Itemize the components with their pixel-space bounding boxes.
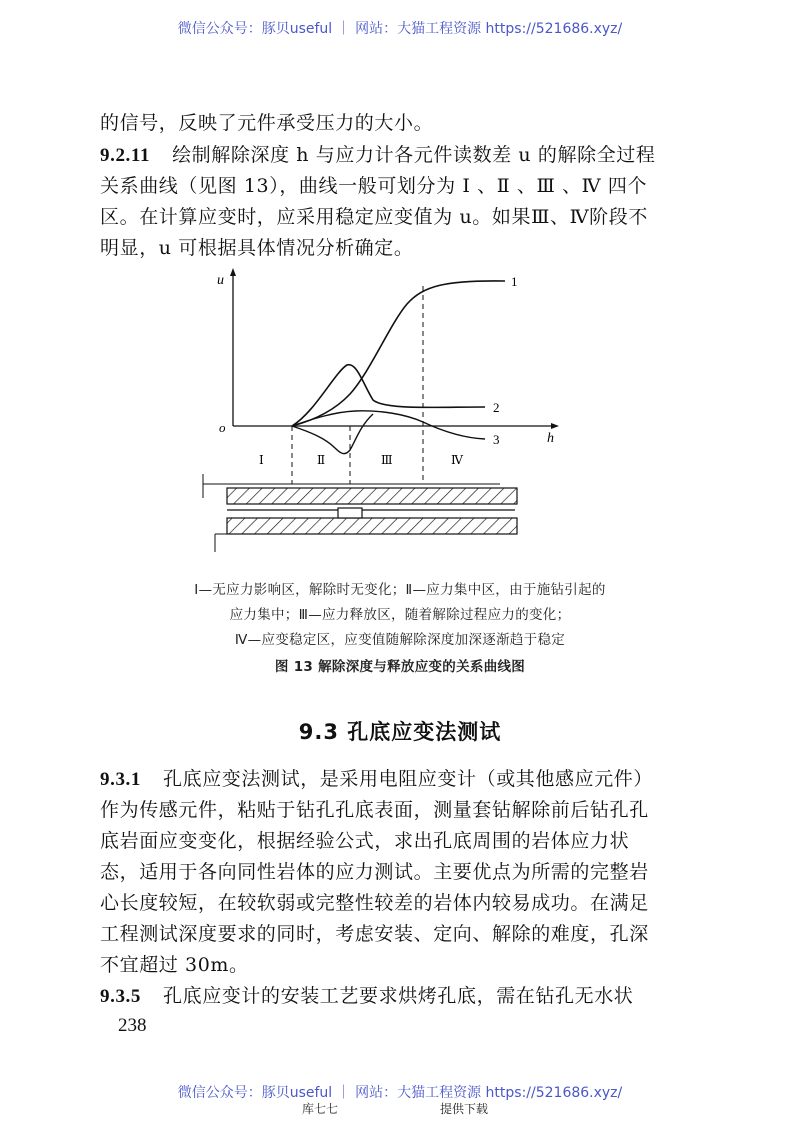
origin-label: o [219,420,226,435]
curve-1-label: 1 [511,274,518,289]
paragraph-line: 底岩面应变变化，根据经验公式，求出孔底周围的岩体应力状 [100,830,630,852]
paragraph-line [100,981,633,1008]
footer-watermark: 微信公众号：豚贝useful ｜ 网站：大猫工程资源 https://521686.xyz/ [177,1085,623,1101]
borehole-upper-wall [227,488,517,504]
paragraph-line: 不宜超过 30m。 [100,954,249,976]
paragraph-line: 态，适用于各向同性岩体的应力测试。主要优点为所需的完整岩 [100,861,649,883]
paragraph-line [100,764,653,791]
paragraph-text: 孔底应变法测试，是采用电阻应变计（或其他感应元件） [163,768,654,790]
paragraph-text: 绘制解除深度 h 与应力计各元件读数差 u 的解除全过程 [172,144,656,166]
curve-3-label: 3 [493,432,500,447]
clause-number: 9.2.11 [100,145,151,166]
section-title: 9.3 孔底应变法测试 [298,720,502,744]
y-axis-label: u [217,273,224,288]
paragraph-line: 的信号，反映了元件承受压力的大小。 [100,112,434,134]
figure-legend-line: Ⅳ—应变稳定区，应变值随解除深度加深逐渐趋于稳定 [234,632,566,648]
relief-curve-figure [195,262,575,562]
page-number: 238 [118,1015,147,1036]
footer-left-text: 库七七 [302,1102,339,1116]
x-axis-label: h [547,431,554,446]
footer-right-text: 提供下载 [440,1102,489,1116]
paragraph-line [100,140,656,167]
figure-caption: 图 13 解除深度与释放应变的关系曲线图 [274,659,526,675]
figure-legend-line: 应力集中；Ⅲ—应力释放区，随着解除过程应力的变化； [229,607,571,623]
paragraph-line: 作为传感元件，粘贴于钻孔孔底表面，测量套钻解除前后钻孔孔 [100,799,649,821]
zone-label: Ⅱ [317,453,326,467]
curve-dip [292,414,373,454]
header-watermark: 微信公众号：豚贝useful ｜ 网站：大猫工程资源 https://521686.xyz/ [177,21,623,37]
curve-1 [292,281,505,426]
paragraph-line: 明显，u 可根据具体情况分析确定。 [100,237,414,259]
paragraph-line: 关系曲线（见图 13），曲线一般可划分为 Ⅰ 、Ⅱ 、Ⅲ 、Ⅳ 四个 [100,175,648,197]
paragraph-line: 区。在计算应变时，应采用稳定应变值为 u。如果Ⅲ、Ⅳ阶段不 [100,206,648,228]
figure-legend-line: Ⅰ—无应力影响区，解除时无变化；Ⅱ—应力集中区，由于施钻引起的 [194,582,606,598]
paragraph-text: 孔底应变计的安装工艺要求烘烤孔底，需在钻孔无水状 [163,985,634,1007]
clause-number: 9.3.1 [100,769,141,790]
strain-gauge-element [338,508,362,518]
paragraph-line: 工程测试深度要求的同时，考虑安装、定向、解除的难度，孔深 [100,923,649,945]
paragraph-line: 心长度较短，在较软弱或完整性较差的岩体内较易成功。在满足 [100,892,649,914]
y-axis-arrow [230,268,236,276]
zone-label: Ⅰ [259,453,264,467]
zone-label: Ⅳ [451,453,463,467]
x-axis-arrow [551,423,559,429]
curve-2-label: 2 [493,400,500,415]
borehole-lower-wall [227,518,517,534]
clause-number: 9.3.5 [100,986,141,1007]
zone-label: Ⅲ [381,453,393,467]
